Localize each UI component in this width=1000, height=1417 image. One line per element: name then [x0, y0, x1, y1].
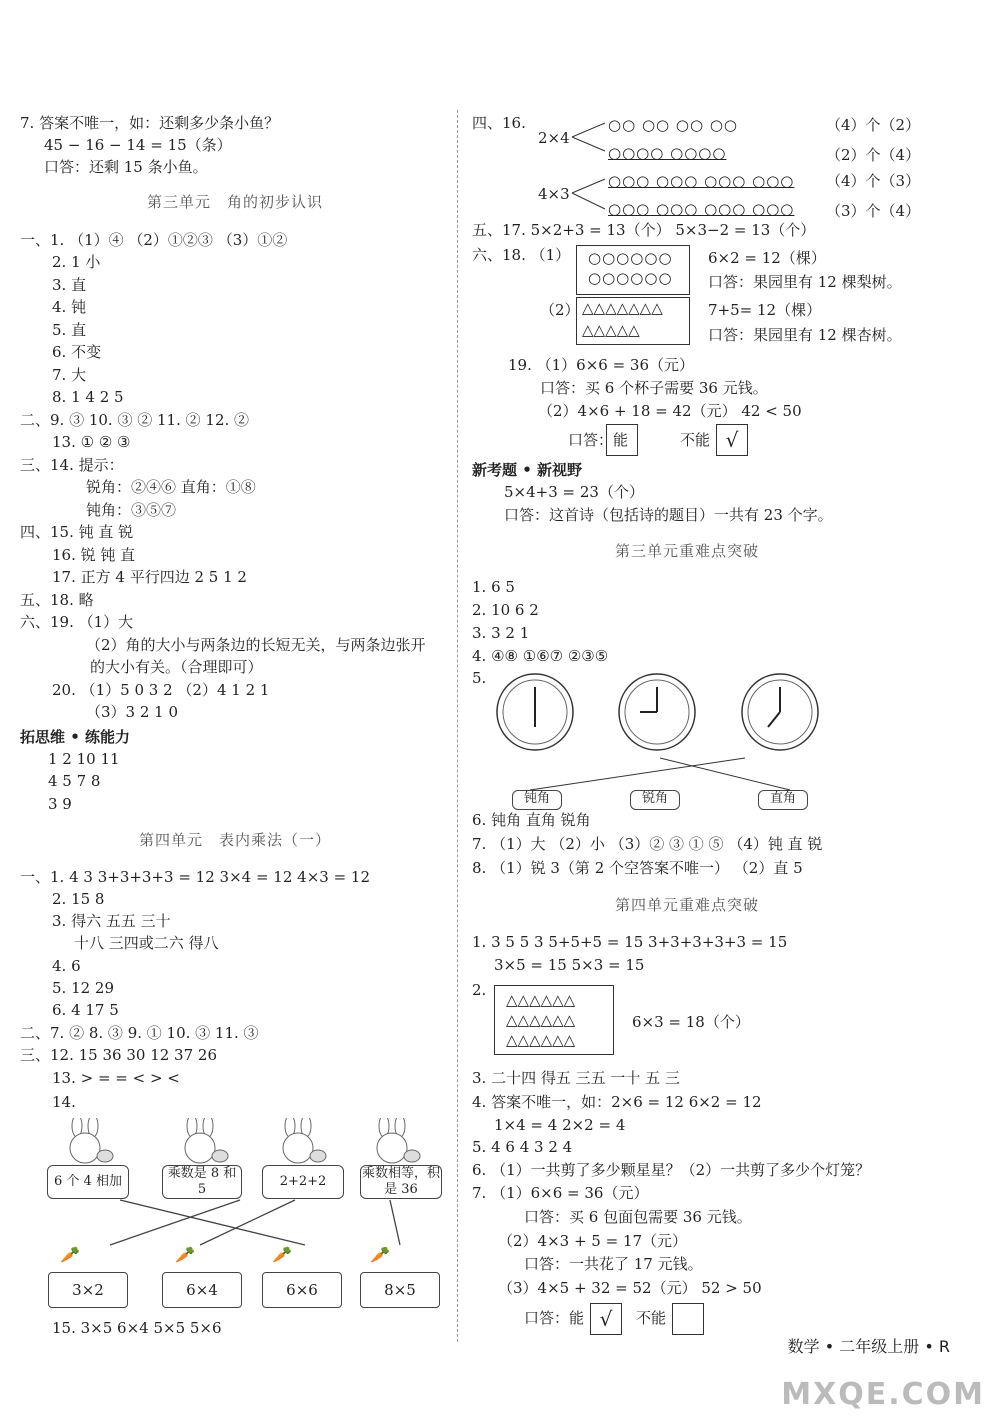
carrot-label: 6×4	[162, 1272, 242, 1308]
rabbit-label: 2+2+2	[262, 1165, 344, 1199]
u4b-line: 5. 4 6 4 3 2 4	[472, 1138, 573, 1156]
u3-line: 17. 正方 4 平行四边 2 5 1 2	[52, 568, 247, 586]
q19-line: 口答：能	[568, 431, 629, 449]
u3-line: 五、18. 略	[20, 591, 94, 609]
q16-a: 2×4	[538, 129, 570, 147]
angle-label: 锐角	[630, 790, 680, 810]
triangles: △△△△△△	[506, 1011, 576, 1029]
u3b-title: 第三单元重难点突破	[614, 542, 759, 560]
angle-label: 直角	[758, 790, 808, 810]
u4-line: 二、7. ② 8. ③ 9. ① 10. ③ 11. ③	[20, 1024, 259, 1042]
u3-line: 4. 钝	[52, 298, 87, 316]
q17: 五、17. 5×2+3 = 13（个） 5×3−2 = 13（个）	[472, 221, 816, 239]
u3-line: 的大小有关。（合理即可）	[90, 658, 263, 676]
circle-row: ○○ ○○ ○○ ○○	[608, 116, 739, 134]
u3b-line: 3. 3 2 1	[472, 624, 530, 642]
q19-line: 不能	[680, 431, 711, 449]
angle-label: 钝角	[512, 790, 562, 810]
footer: 数学 • 二年级上册 • R	[787, 1337, 950, 1356]
u3b-line: 6. 钝角 直角 锐角	[472, 811, 591, 829]
checkbox: √	[716, 424, 748, 456]
u3-line: 20. （1）5 0 3 2 （2）4 1 2 1	[52, 681, 270, 699]
q7-line3: 口答：还剩 15 条小鱼。	[44, 158, 208, 176]
u3-line: 一、1. （1）④ （2）①②③ （3）①②	[20, 231, 288, 249]
u3-line: 6. 不变	[52, 343, 102, 361]
carrot-label: 8×5	[360, 1272, 440, 1308]
circle-row: ○○○ ○○○ ○○○ ○○○	[608, 200, 795, 218]
xin-line: 5×4+3 = 23（个）	[504, 483, 644, 501]
tuo-line: 3 9	[48, 795, 72, 813]
xin-line: 口答：这首诗（包括诗的题目）一共有 23 个字。	[504, 506, 833, 524]
column-divider	[457, 110, 458, 1342]
u3-line: 三、14. 提示：	[20, 456, 124, 474]
u4-line: 13. > = = < > <	[52, 1069, 180, 1087]
tuo-title: 拓思维 • 练能力	[20, 728, 131, 746]
u4b-line: （3）4×5 + 32 = 52（元） 52 > 50	[498, 1279, 762, 1297]
u3-line: 锐角：②④⑥ 直角：①⑧	[86, 478, 256, 496]
u3-line: 2. 1 小	[52, 253, 101, 271]
q19-line: （2）4×6 + 18 = 42（元） 42 < 50	[538, 402, 802, 420]
u3b-line: 1. 6 5	[472, 578, 515, 596]
tuo-line: 4 5 7 8	[48, 772, 101, 790]
u4-line: 十八 三四或二六 得八	[74, 934, 219, 952]
carrot-label: 6×6	[262, 1272, 342, 1308]
u3b-line: 2. 10 6 2	[472, 601, 539, 619]
u3-line: 5. 直	[52, 321, 87, 339]
triangles: △△△△△△	[506, 991, 576, 1009]
u3b-line: 4. ④⑧ ①⑥⑦ ②③⑤	[472, 647, 609, 665]
count: （4）个（3）	[826, 172, 921, 190]
q18-eq2: 7+5= 12（棵）	[708, 301, 822, 319]
tri-eq: 6×3 = 18（个）	[632, 1013, 750, 1031]
q18-ans2: 口答：果园里有 12 棵杏树。	[708, 326, 902, 344]
q19-line: 口答：买 6 个杯子需要 36 元钱。	[540, 379, 768, 397]
clock-icon	[497, 674, 573, 750]
count: （4）个（2）	[826, 116, 921, 134]
u4b-line: 口答：能	[524, 1309, 585, 1327]
circle-row: ○○○ ○○○ ○○○ ○○○	[608, 172, 795, 190]
u4-line: 14.	[52, 1093, 76, 1111]
u4b-line: 不能	[636, 1309, 667, 1327]
checkbox: √	[590, 1303, 622, 1335]
u3b-line: 8. （1）锐 3（第 2 个空答案不唯一） （2）直 5	[472, 859, 803, 877]
q7-line1: 7. 答案不唯一，如：还剩多少条小鱼？	[20, 114, 280, 132]
u3-line: 二、9. ③ 10. ③ ② 11. ② 12. ②	[20, 411, 250, 429]
carrot-icon: 🥕	[60, 1245, 80, 1264]
watermark: MXQE.COM	[781, 1377, 985, 1412]
u4b-line: 4. 答案不唯一，如：2×6 = 12 6×2 = 12	[472, 1093, 762, 1111]
q18-label: 六、18. （1）	[472, 246, 571, 264]
u4b-line: 1. 3 5 5 3 5+5+5 = 15 3+3+3+3+3 = 15	[472, 933, 788, 951]
u3-line: 7. 大	[52, 366, 87, 384]
circle-row: ○○○○ ○○○○	[608, 144, 727, 162]
q18-ans1: 口答：果园里有 12 棵梨树。	[708, 273, 902, 291]
circles: ○○○○○○	[588, 249, 673, 267]
clock-icon	[619, 674, 695, 750]
tuo-line: 1 2 10 11	[48, 750, 120, 768]
u4-line: 2. 15 8	[52, 890, 105, 908]
rabbit-label: 乘数是 8 和 5	[162, 1165, 242, 1199]
u4b-title: 第四单元重难点突破	[614, 896, 759, 914]
u4b-line: 3. 二十四 得五 三五 一十 五 三	[472, 1069, 680, 1087]
rabbit-icon	[268, 1118, 328, 1166]
q18-eq1: 6×2 = 12（棵）	[708, 249, 826, 267]
count: （2）个（4）	[826, 146, 921, 164]
triangles: △△△△△	[582, 321, 640, 339]
u4-line: 3. 得六 五五 三十	[52, 912, 171, 930]
u4-line: 三、12. 15 36 30 12 37 26	[20, 1046, 217, 1064]
u4b-line: 6. （1）一共剪了多少颗星星？（2）一共剪了多少个灯笼？	[472, 1161, 871, 1179]
rabbit-label: 6 个 4 相加	[47, 1165, 129, 1199]
q16-b: 4×3	[538, 185, 570, 203]
xin-title: 新考题 • 新视野	[472, 461, 583, 479]
rabbit-label: 乘数相等，积是 36	[361, 1166, 440, 1197]
triangles: △△△△△△	[506, 1031, 576, 1049]
carrot-icon: 🥕	[370, 1245, 390, 1264]
u4b-line: 口答：买 6 包面包需要 36 元钱。	[524, 1208, 752, 1226]
u4b-line: 3×5 = 15 5×3 = 15	[494, 956, 645, 974]
u3b-line: 5.	[472, 669, 487, 687]
u4-line: 5. 12 29	[52, 979, 115, 997]
unit4-title: 第四单元 表内乘法（一）	[138, 831, 331, 849]
triangles: △△△△△△△	[582, 299, 663, 317]
carrot-label: 3×2	[48, 1272, 128, 1308]
q18-label2: （2）	[540, 301, 580, 319]
u4-line: 一、1. 4 3 3+3+3+3 = 12 3×4 = 12 4×3 = 12	[20, 868, 371, 886]
rabbit-icon	[55, 1118, 115, 1166]
rabbit-icon	[170, 1118, 230, 1166]
u4-line: 6. 4 17 5	[52, 1001, 119, 1019]
clock-icon	[742, 674, 818, 750]
u3-line: 四、15. 钝 直 锐	[20, 523, 134, 541]
q7-line2: 45 − 16 − 14 = 15（条）	[44, 136, 232, 154]
u3-line: （3）3 2 1 0	[86, 703, 179, 721]
carrot-icon: 🥕	[175, 1245, 195, 1264]
u4b-line: 1×4 = 4 2×2 = 4	[494, 1116, 626, 1134]
u4b-line: （2）4×3 + 5 = 17（元）	[498, 1232, 688, 1250]
count: （3）个（4）	[826, 202, 921, 220]
u4b-line: 2.	[472, 981, 487, 999]
circles: ○○○○○○	[588, 269, 673, 287]
u4b-line: 7. （1）6×6 = 36（元）	[472, 1184, 649, 1202]
u3-line: 13. ① ② ③	[52, 433, 131, 451]
u3-line: 3. 直	[52, 276, 87, 294]
u4b-line: 口答：一共花了 17 元钱。	[524, 1255, 703, 1273]
carrot-icon: 🥕	[272, 1245, 292, 1264]
unit3-title: 第三单元 角的初步认识	[146, 193, 323, 211]
arrows	[570, 115, 610, 225]
rabbit-icon	[362, 1118, 422, 1166]
q15: 15. 3×5 6×4 5×5 5×6	[52, 1319, 222, 1337]
q19-line: 19. （1）6×6 = 36（元）	[508, 356, 695, 374]
u3-line: （2）角的大小与两条边的长短无关，与两条边张开	[86, 636, 426, 654]
u3b-line: 7. （1）大 （2）小 （3）② ③ ① ⑤ （4）钝 直 锐	[472, 835, 823, 853]
u3-line: 六、19. （1）大	[20, 613, 134, 631]
u3-line: 8. 1 4 2 5	[52, 388, 124, 406]
checkbox	[606, 424, 638, 456]
u3-line: 16. 锐 钝 直	[52, 546, 136, 564]
checkbox	[672, 1303, 704, 1335]
u3-line: 钝角：③⑤⑦	[86, 501, 177, 519]
q16-label: 四、16.	[472, 114, 526, 132]
u4-line: 4. 6	[52, 957, 81, 975]
